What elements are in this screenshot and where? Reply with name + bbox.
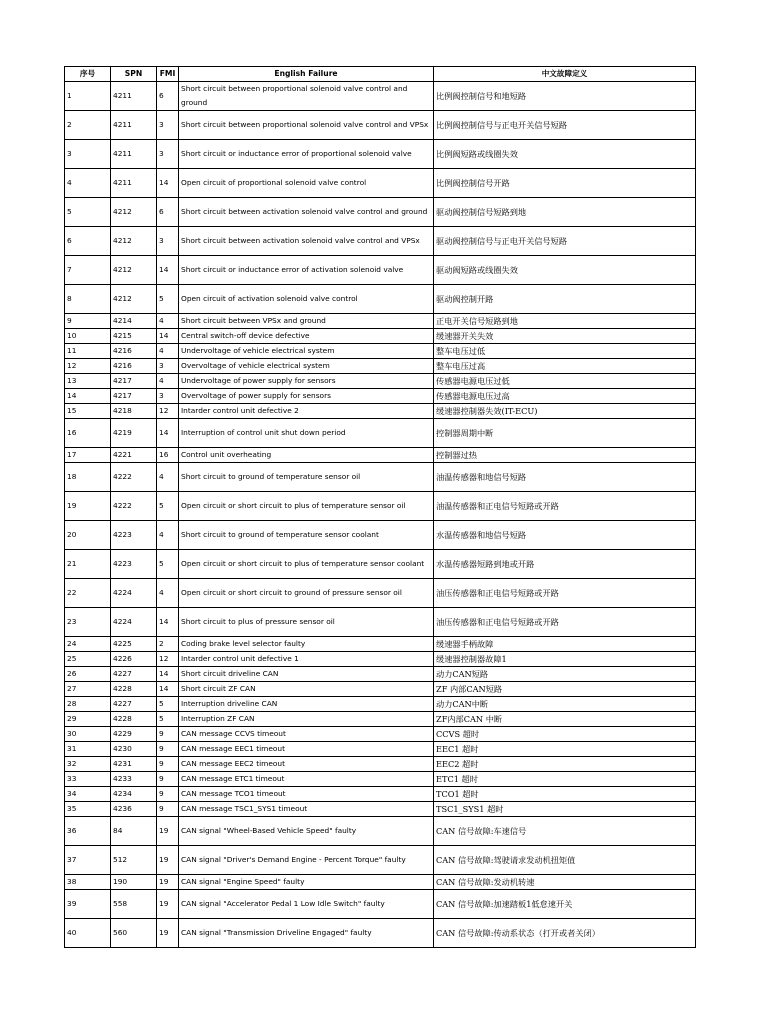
table-row	[65, 198, 696, 227]
cell-index: 26	[65, 667, 111, 682]
cell-fmi: 14	[157, 608, 179, 637]
cell-index: 5	[65, 198, 111, 227]
cell-english-failure: CAN message TCO1 timeout	[179, 787, 434, 802]
cell-chinese-definition: 驱动阀短路或线圈失效	[434, 256, 696, 285]
cell-chinese-definition: 比例阀控制信号与正电开关信号短路	[434, 111, 696, 140]
cell-english-failure: CAN signal "Transmission Driveline Engaged" faulty	[179, 919, 434, 948]
cell-chinese-definition: 传感器电源电压过高	[434, 389, 696, 404]
cell-chinese-definition: ETC1 超时	[434, 772, 696, 787]
cell-fmi: 6	[157, 198, 179, 227]
cell-english-failure: Coding brake level selector faulty	[179, 637, 434, 652]
cell-spn: 4212	[111, 227, 157, 256]
header-index: 序号	[65, 67, 111, 82]
cell-index: 36	[65, 817, 111, 846]
cell-fmi: 9	[157, 772, 179, 787]
table-row	[65, 550, 696, 579]
fault-code-table	[64, 66, 696, 948]
cell-index: 31	[65, 742, 111, 757]
cell-fmi: 3	[157, 111, 179, 140]
cell-chinese-definition: TSC1_SYS1 超时	[434, 802, 696, 817]
cell-english-failure: Short circuit between proportional solenoid valve control and ground	[179, 82, 434, 111]
cell-spn: 512	[111, 846, 157, 875]
cell-chinese-definition: EEC1 超时	[434, 742, 696, 757]
cell-chinese-definition: CCVS 超时	[434, 727, 696, 742]
cell-fmi: 4	[157, 463, 179, 492]
cell-spn: 4219	[111, 419, 157, 448]
cell-spn: 4211	[111, 82, 157, 111]
cell-spn: 4218	[111, 404, 157, 419]
table-row	[65, 608, 696, 637]
cell-index: 25	[65, 652, 111, 667]
cell-index: 23	[65, 608, 111, 637]
cell-index: 18	[65, 463, 111, 492]
cell-english-failure: Short circuit between proportional solenoid valve control and VPSx	[179, 111, 434, 140]
cell-fmi: 14	[157, 419, 179, 448]
table-row	[65, 227, 696, 256]
cell-spn: 4224	[111, 579, 157, 608]
cell-english-failure: Short circuit driveline CAN	[179, 667, 434, 682]
cell-english-failure: Overvoltage of power supply for sensors	[179, 389, 434, 404]
table-row	[65, 667, 696, 682]
cell-spn: 4236	[111, 802, 157, 817]
table-row	[65, 919, 696, 948]
table-row	[65, 712, 696, 727]
cell-index: 29	[65, 712, 111, 727]
cell-english-failure: Intarder control unit defective 1	[179, 652, 434, 667]
header-spn: SPN	[111, 67, 157, 82]
cell-spn: 4234	[111, 787, 157, 802]
cell-english-failure: Interruption ZF CAN	[179, 712, 434, 727]
cell-chinese-definition: 动力CAN短路	[434, 667, 696, 682]
cell-chinese-definition: 缓速器控制器失效(IT-ECU)	[434, 404, 696, 419]
table-row	[65, 637, 696, 652]
cell-chinese-definition: 正电开关信号短路到地	[434, 314, 696, 329]
header-fmi: FMI	[157, 67, 179, 82]
table-body	[65, 82, 696, 948]
cell-spn: 4231	[111, 757, 157, 772]
cell-spn: 4228	[111, 712, 157, 727]
cell-fmi: 5	[157, 492, 179, 521]
cell-fmi: 9	[157, 742, 179, 757]
table-row	[65, 256, 696, 285]
cell-spn: 4222	[111, 463, 157, 492]
table-row	[65, 419, 696, 448]
cell-chinese-definition: CAN 信号故障:传动系状态（打开或者关闭）	[434, 919, 696, 948]
cell-english-failure: CAN message ETC1 timeout	[179, 772, 434, 787]
cell-fmi: 5	[157, 285, 179, 314]
cell-english-failure: Short circuit between activation solenoid valve control and VPSx	[179, 227, 434, 256]
cell-fmi: 3	[157, 359, 179, 374]
table-row	[65, 521, 696, 550]
cell-fmi: 4	[157, 579, 179, 608]
table-row	[65, 652, 696, 667]
table-row	[65, 389, 696, 404]
cell-spn: 4227	[111, 697, 157, 712]
table-row	[65, 802, 696, 817]
cell-english-failure: Open circuit or short circuit to plus of temperature sensor coolant	[179, 550, 434, 579]
table-row	[65, 757, 696, 772]
cell-chinese-definition: 控制器周期中断	[434, 419, 696, 448]
cell-english-failure: Undervoltage of vehicle electrical system	[179, 344, 434, 359]
cell-spn: 4212	[111, 285, 157, 314]
cell-index: 14	[65, 389, 111, 404]
cell-chinese-definition: 缓速器手柄故障	[434, 637, 696, 652]
cell-english-failure: Intarder control unit defective 2	[179, 404, 434, 419]
cell-chinese-definition: CAN 信号故障:加速踏板1低怠速开关	[434, 890, 696, 919]
cell-english-failure: Open circuit of activation solenoid valve control	[179, 285, 434, 314]
cell-english-failure: Short circuit or inductance error of activation solenoid valve	[179, 256, 434, 285]
cell-fmi: 14	[157, 169, 179, 198]
cell-spn: 4228	[111, 682, 157, 697]
cell-fmi: 19	[157, 846, 179, 875]
cell-chinese-definition: 水温传感器短路到地或开路	[434, 550, 696, 579]
cell-chinese-definition: TCO1 超时	[434, 787, 696, 802]
cell-english-failure: Short circuit or inductance error of proportional solenoid valve	[179, 140, 434, 169]
cell-fmi: 14	[157, 682, 179, 697]
cell-spn: 4212	[111, 256, 157, 285]
cell-index: 32	[65, 757, 111, 772]
cell-fmi: 2	[157, 637, 179, 652]
table-row	[65, 374, 696, 389]
table-row	[65, 682, 696, 697]
cell-spn: 84	[111, 817, 157, 846]
cell-chinese-definition: 油压传感器和正电信号短路或开路	[434, 579, 696, 608]
cell-spn: 4217	[111, 374, 157, 389]
cell-index: 6	[65, 227, 111, 256]
cell-index: 17	[65, 448, 111, 463]
cell-index: 10	[65, 329, 111, 344]
table-row	[65, 169, 696, 198]
cell-index: 28	[65, 697, 111, 712]
cell-index: 20	[65, 521, 111, 550]
cell-index: 37	[65, 846, 111, 875]
cell-index: 11	[65, 344, 111, 359]
cell-spn: 4227	[111, 667, 157, 682]
cell-index: 30	[65, 727, 111, 742]
cell-chinese-definition: ZF 内部CAN短路	[434, 682, 696, 697]
cell-index: 35	[65, 802, 111, 817]
cell-english-failure: Short circuit to ground of temperature sensor coolant	[179, 521, 434, 550]
cell-chinese-definition: 动力CAN中断	[434, 697, 696, 712]
cell-spn: 4221	[111, 448, 157, 463]
table-row	[65, 314, 696, 329]
cell-english-failure: Open circuit or short circuit to ground of pressure sensor oil	[179, 579, 434, 608]
cell-fmi: 12	[157, 652, 179, 667]
cell-fmi: 9	[157, 802, 179, 817]
cell-index: 40	[65, 919, 111, 948]
cell-chinese-definition: 驱动阀控制信号短路到地	[434, 198, 696, 227]
table-row	[65, 817, 696, 846]
table-row	[65, 727, 696, 742]
cell-english-failure: Undervoltage of power supply for sensors	[179, 374, 434, 389]
cell-spn: 4223	[111, 521, 157, 550]
cell-spn: 4216	[111, 344, 157, 359]
cell-english-failure: Open circuit or short circuit to plus of temperature sensor oil	[179, 492, 434, 521]
cell-spn: 558	[111, 890, 157, 919]
table-row	[65, 404, 696, 419]
cell-english-failure: Short circuit between VPSx and ground	[179, 314, 434, 329]
cell-chinese-definition: 控制器过热	[434, 448, 696, 463]
cell-fmi: 12	[157, 404, 179, 419]
cell-spn: 4229	[111, 727, 157, 742]
cell-spn: 4212	[111, 198, 157, 227]
header-chinese-definition: 中文故障定义	[434, 67, 696, 82]
cell-english-failure: CAN signal "Engine Speed" faulty	[179, 875, 434, 890]
cell-english-failure: Control unit overheating	[179, 448, 434, 463]
table-row	[65, 846, 696, 875]
cell-fmi: 5	[157, 697, 179, 712]
table-row	[65, 742, 696, 757]
cell-spn: 4215	[111, 329, 157, 344]
cell-fmi: 9	[157, 787, 179, 802]
cell-index: 12	[65, 359, 111, 374]
table-row	[65, 140, 696, 169]
cell-spn: 560	[111, 919, 157, 948]
cell-english-failure: Short circuit to plus of pressure sensor oil	[179, 608, 434, 637]
cell-fmi: 9	[157, 757, 179, 772]
table-header-row	[65, 67, 696, 82]
cell-index: 1	[65, 82, 111, 111]
cell-english-failure: Short circuit between activation solenoid valve control and ground	[179, 198, 434, 227]
table-row	[65, 579, 696, 608]
cell-english-failure: CAN message TSC1_SYS1 timeout	[179, 802, 434, 817]
cell-spn: 4225	[111, 637, 157, 652]
cell-index: 21	[65, 550, 111, 579]
table-row	[65, 82, 696, 111]
cell-fmi: 4	[157, 344, 179, 359]
cell-fmi: 14	[157, 667, 179, 682]
table-row	[65, 492, 696, 521]
cell-spn: 4217	[111, 389, 157, 404]
cell-index: 9	[65, 314, 111, 329]
cell-fmi: 19	[157, 919, 179, 948]
cell-index: 8	[65, 285, 111, 314]
table-row	[65, 787, 696, 802]
cell-english-failure: CAN signal "Driver's Demand Engine - Percent Torque" faulty	[179, 846, 434, 875]
table-row	[65, 448, 696, 463]
cell-spn: 4216	[111, 359, 157, 374]
cell-chinese-definition: 缓速器控制器故障1	[434, 652, 696, 667]
cell-chinese-definition: 比例阀短路或线圈失效	[434, 140, 696, 169]
cell-chinese-definition: 水温传感器和地信号短路	[434, 521, 696, 550]
cell-spn: 4211	[111, 111, 157, 140]
cell-fmi: 3	[157, 227, 179, 256]
cell-fmi: 3	[157, 140, 179, 169]
cell-fmi: 9	[157, 727, 179, 742]
cell-english-failure: CAN signal "Accelerator Pedal 1 Low Idle Switch" faulty	[179, 890, 434, 919]
cell-chinese-definition: ZF内部CAN 中断	[434, 712, 696, 727]
table-row	[65, 329, 696, 344]
cell-index: 27	[65, 682, 111, 697]
cell-fmi: 5	[157, 550, 179, 579]
cell-index: 24	[65, 637, 111, 652]
cell-fmi: 14	[157, 256, 179, 285]
table-row	[65, 359, 696, 374]
cell-english-failure: Central switch-off device defective	[179, 329, 434, 344]
cell-index: 22	[65, 579, 111, 608]
cell-index: 19	[65, 492, 111, 521]
cell-spn: 4214	[111, 314, 157, 329]
cell-chinese-definition: 传感器电源电压过低	[434, 374, 696, 389]
cell-chinese-definition: 整车电压过低	[434, 344, 696, 359]
cell-chinese-definition: 油温传感器和地信号短路	[434, 463, 696, 492]
cell-fmi: 6	[157, 82, 179, 111]
cell-chinese-definition: 整车电压过高	[434, 359, 696, 374]
cell-english-failure: Interruption of control unit shut down period	[179, 419, 434, 448]
table-row	[65, 285, 696, 314]
table-row	[65, 772, 696, 787]
cell-index: 38	[65, 875, 111, 890]
cell-index: 39	[65, 890, 111, 919]
cell-fmi: 19	[157, 817, 179, 846]
cell-spn: 4223	[111, 550, 157, 579]
cell-chinese-definition: 油压传感器和正电信号短路或开路	[434, 608, 696, 637]
table-row	[65, 875, 696, 890]
cell-chinese-definition: 油温传感器和正电信号短路或开路	[434, 492, 696, 521]
cell-chinese-definition: CAN 信号故障:发动机转速	[434, 875, 696, 890]
cell-english-failure: Open circuit of proportional solenoid valve control	[179, 169, 434, 198]
cell-fmi: 16	[157, 448, 179, 463]
cell-chinese-definition: 比例阀控制信号和地短路	[434, 82, 696, 111]
cell-spn: 4211	[111, 140, 157, 169]
table-row	[65, 111, 696, 140]
cell-fmi: 4	[157, 314, 179, 329]
table-row	[65, 463, 696, 492]
cell-english-failure: CAN signal "Wheel-Based Vehicle Speed" faulty	[179, 817, 434, 846]
cell-chinese-definition: EEC2 超时	[434, 757, 696, 772]
cell-spn: 4233	[111, 772, 157, 787]
cell-index: 33	[65, 772, 111, 787]
cell-spn: 4226	[111, 652, 157, 667]
cell-english-failure: CAN message EEC2 timeout	[179, 757, 434, 772]
cell-english-failure: Interruption driveline CAN	[179, 697, 434, 712]
cell-spn: 190	[111, 875, 157, 890]
cell-fmi: 19	[157, 875, 179, 890]
cell-fmi: 4	[157, 521, 179, 550]
cell-fmi: 4	[157, 374, 179, 389]
cell-chinese-definition: 驱动阀控制信号与正电开关信号短路	[434, 227, 696, 256]
cell-chinese-definition: CAN 信号故障:驾驶请求发动机扭矩值	[434, 846, 696, 875]
header-english-failure: English Failure	[179, 67, 434, 82]
cell-chinese-definition: 缓速器开关失效	[434, 329, 696, 344]
cell-english-failure: Overvoltage of vehicle electrical system	[179, 359, 434, 374]
cell-index: 15	[65, 404, 111, 419]
table-row	[65, 697, 696, 712]
cell-fmi: 14	[157, 329, 179, 344]
cell-fmi: 3	[157, 389, 179, 404]
cell-index: 3	[65, 140, 111, 169]
cell-english-failure: Short circuit ZF CAN	[179, 682, 434, 697]
cell-chinese-definition: CAN 信号故障:车速信号	[434, 817, 696, 846]
cell-chinese-definition: 驱动阀控制开路	[434, 285, 696, 314]
cell-spn: 4230	[111, 742, 157, 757]
table-row	[65, 344, 696, 359]
cell-chinese-definition: 比例阀控制信号开路	[434, 169, 696, 198]
cell-spn: 4224	[111, 608, 157, 637]
cell-index: 7	[65, 256, 111, 285]
cell-english-failure: CAN message EEC1 timeout	[179, 742, 434, 757]
cell-index: 34	[65, 787, 111, 802]
cell-english-failure: Short circuit to ground of temperature sensor oil	[179, 463, 434, 492]
cell-spn: 4211	[111, 169, 157, 198]
cell-fmi: 5	[157, 712, 179, 727]
cell-index: 16	[65, 419, 111, 448]
cell-index: 4	[65, 169, 111, 198]
table-row	[65, 890, 696, 919]
cell-spn: 4222	[111, 492, 157, 521]
cell-english-failure: CAN message CCVS timeout	[179, 727, 434, 742]
cell-fmi: 19	[157, 890, 179, 919]
cell-index: 13	[65, 374, 111, 389]
cell-index: 2	[65, 111, 111, 140]
